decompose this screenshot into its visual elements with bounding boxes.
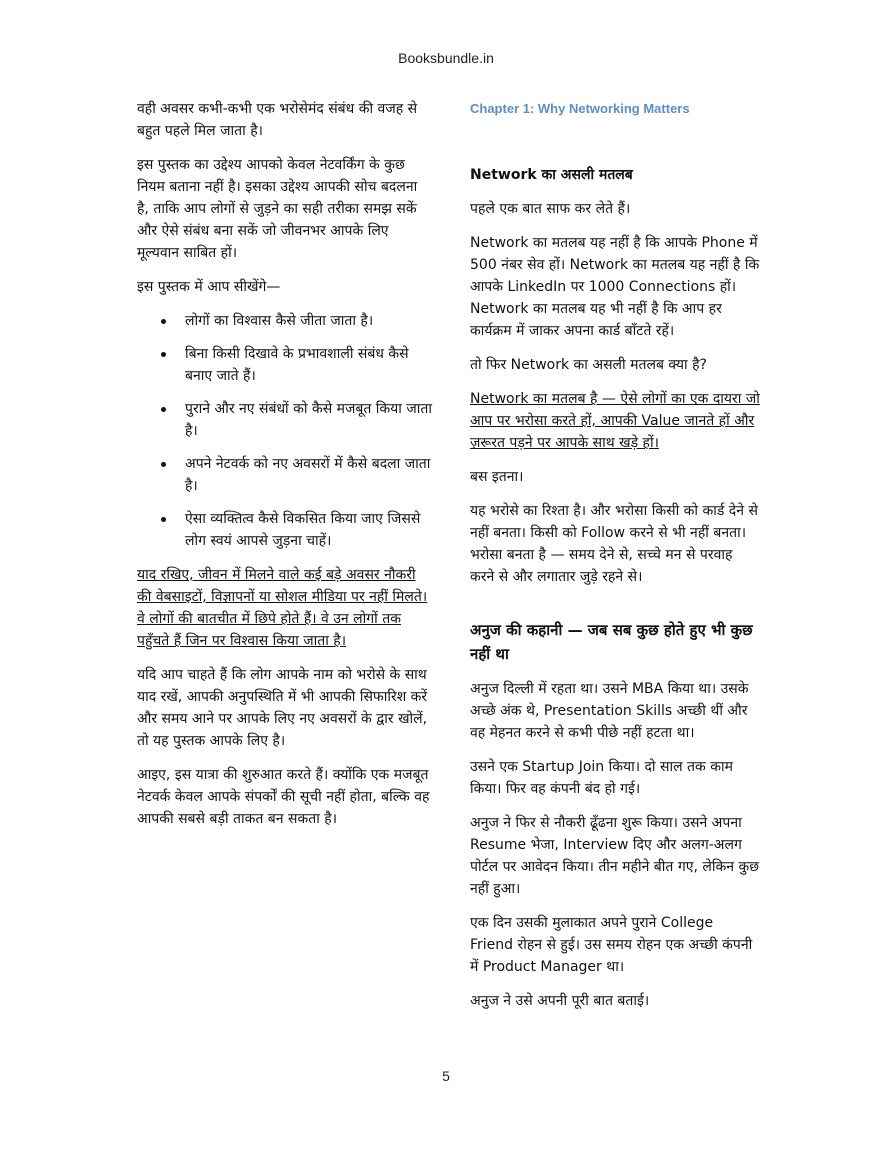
paragraph: उसने एक Startup Join किया। दो साल तक काम किया। फिर वह कंपनी बंद हो गई।	[470, 759, 733, 797]
paragraph: Network का मतलब यह नहीं है कि आपके Phone में 500 नंबर सेव हों। Network का मतलब यह नहीं है कि आपके LinkedIn पर 1000 Connections हों। Network का मतलब यह भी नहीं है कि आप हर कार्यक्रम में जाकर अपना कार्ड बाँटते रहें।	[470, 235, 760, 339]
bullet-icon	[161, 517, 166, 522]
list-item: पुराने और नए संबंधों को कैसे मजबूत किया जाता है।	[185, 398, 432, 442]
section-heading: Network का असली मतलब	[470, 167, 633, 183]
paragraph: यह भरोसे का रिश्ता है। और भरोसा किसी को कार्ड देने से नहीं बनता। किसी को Follow करने से भी नहीं बनता। भरोसा बनता है — समय देने से, सच्चे मन से परवाह करने से और लगातार जुड़े रहने से।	[470, 503, 758, 585]
underlined-paragraph: याद रखिए, जीवन में मिलने वाले कई बड़े अवसर नौकरी की वेबसाइटों, विज्ञापनों या सोशल मीडिया पर नहीं मिलते। वे लोगों की बातचीत में छिपे होते हैं। वे उन लोगों तक पहुँचते हैं जिन पर विश्वास किया जाता है।	[137, 567, 428, 649]
bullet-list	[137, 310, 432, 552]
bullet-icon	[161, 462, 166, 467]
bullet-icon	[161, 319, 166, 324]
underlined-paragraph: Network का मतलब है — ऐसे लोगों का एक दायरा जो आप पर भरोसा करते हों, आपकी Value जानते हों और ज़रूरत पड़ने पर आपके साथ खड़े हों।	[470, 391, 760, 451]
chapter-title: Chapter 1: Why Networking Matters	[470, 101, 690, 116]
paragraph: अनुज ने फिर से नौकरी ढूँढना शुरू किया। उसने अपना Resume भेजा, Interview दिए और अलग-अलग पोर्टल पर आवेदन किया। तीन महीने बीत गए, लेकिन कुछ नहीं हुआ।	[470, 815, 760, 897]
paragraph: आइए, इस यात्रा की शुरुआत करते हैं। क्योंकि एक मजबूत नेटवर्क केवल आपके संपर्कों की सूची नहीं होता, बल्कि वह आपकी सबसे बड़ी ताकत बन सकता है।	[137, 767, 430, 827]
paragraph: वही अवसर कभी-कभी एक भरोसेमंद संबंध की वजह से बहुत पहले मिल जाता है।	[137, 101, 418, 139]
paragraph: पहले एक बात साफ कर लेते हैं।	[470, 201, 631, 217]
paragraph: तो फिर Network का असली मतलब क्या है?	[470, 357, 707, 373]
paragraph: अनुज ने उसे अपनी पूरी बात बताई।	[470, 993, 650, 1009]
bullet-icon	[161, 407, 166, 412]
paragraph: इस पुस्तक में आप सीखेंगे—	[137, 279, 281, 295]
page-number: 5	[442, 1068, 450, 1084]
section-heading: अनुज की कहानी — जब सब कुछ होते हुए भी कुछ नहीं था	[470, 621, 753, 663]
page-header: Booksbundle.in	[398, 50, 494, 66]
paragraph: बस इतना।	[470, 469, 524, 485]
list-item: अपने नेटवर्क को नए अवसरों में कैसे बदला जाता है।	[185, 453, 432, 497]
right-column	[470, 98, 760, 1024]
paragraph: अनुज दिल्ली में रहता था। उसने MBA किया था। उसके अच्छे अंक थे, Presentation Skills अच्छी थीं और वह मेहनत करने से कभी पीछे नहीं हटता था।	[470, 681, 749, 741]
left-column	[137, 98, 432, 842]
paragraph: यदि आप चाहते हैं कि लोग आपके नाम को भरोसे के साथ याद रखें, आपकी अनुपस्थिति में भी आपकी सिफारिश करें और समय आने पर आपके लिए नए अवसरों के द्वार खोलें, तो यह पुस्तक आपके लिए है।	[137, 667, 428, 749]
list-item: बिना किसी दिखावे के प्रभावशाली संबंध कैसे बनाए जाते हैं।	[185, 343, 432, 387]
paragraph: एक दिन उसकी मुलाकात अपने पुराने College Friend रोहन से हुई। उस समय रोहन एक अच्छी कंपनी में Product Manager था।	[470, 915, 753, 975]
bullet-icon	[161, 352, 166, 357]
paragraph: इस पुस्तक का उद्देश्य आपको केवल नेटवर्किंग के कुछ नियम बताना नहीं है। इसका उद्देश्य आपकी सोच बदलना है, ताकि आप लोगों से जुड़ने का सही तरीका समझ सकें और ऐसे संबंध बना सकें जो जीवनभर आपके लिए मूल्यवान साबित हों।	[137, 157, 418, 261]
list-item: लोगों का विश्वास कैसे जीता जाता है।	[185, 310, 432, 332]
list-item: ऐसा व्यक्तित्व कैसे विकसित किया जाए जिससे लोग स्वयं आपसे जुड़ना चाहें।	[185, 508, 432, 552]
